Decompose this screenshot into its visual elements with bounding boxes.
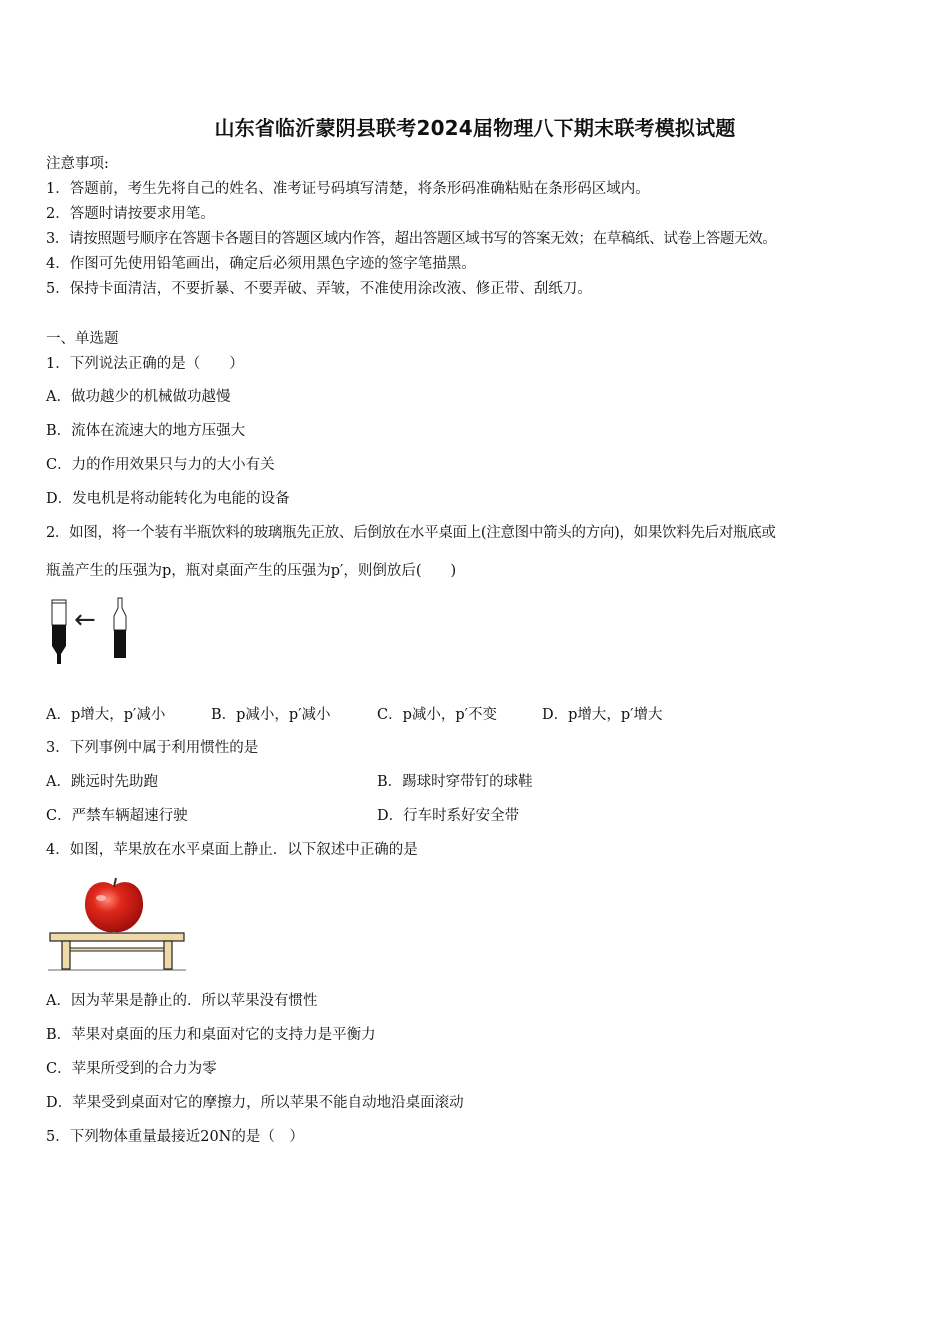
apple-table-svg xyxy=(46,876,188,974)
q1-option-a: A．做功越少的机械做功越慢 xyxy=(46,389,231,405)
apple-highlight xyxy=(96,895,106,901)
question-3-stem: 3．下列事例中属于利用惯性的是 xyxy=(46,740,259,756)
q3-option-c: C．严禁车辆超速行驶 xyxy=(46,808,188,824)
q4-option-d: D．苹果受到桌面对它的摩擦力，所以苹果不能自动地沿桌面滚动 xyxy=(46,1095,464,1111)
notice-item: 4．作图可先使用铅笔画出，确定后必须用黑色字迹的签字笔描黑。 xyxy=(46,256,476,272)
section-heading: 一、单选题 xyxy=(46,331,119,347)
apple-on-table-figure xyxy=(46,876,188,974)
q2-option-c: C．p减小，p′不变 xyxy=(377,707,497,723)
inverted-bottle-empty-part xyxy=(52,603,66,625)
table-crossbar xyxy=(70,948,164,951)
q4-option-b: B．苹果对桌面的压力和桌面对它的支持力是平衡力 xyxy=(46,1027,376,1043)
q2-option-b: B．p减小，p′减小 xyxy=(211,707,331,723)
question-2-stem-line1: 2．如图，将一个装有半瓶饮料的玻璃瓶先正放、后倒放在水平桌面上(注意图中箭头的方向)，如果饮料先后对瓶底或 xyxy=(46,525,776,541)
upright-bottle-empty-part xyxy=(114,598,126,630)
question-5-stem: 5．下列物体重量最接近20N的是（ ） xyxy=(46,1129,304,1145)
q2-option-a: A．p增大，p′减小 xyxy=(46,707,166,723)
notice-item: 2．答题时请按要求用笔。 xyxy=(46,206,215,222)
question-4-stem: 4．如图，苹果放在水平桌面上静止．以下叙述中正确的是 xyxy=(46,842,418,858)
question-1-stem: 1．下列说法正确的是（ ） xyxy=(46,356,244,372)
inverted-bottle-liquid xyxy=(52,625,66,664)
notice-item: 3．请按照题号顺序在答题卡各题目的答题区域内作答，超出答题区域书写的答案无效；在草稿纸、试卷上答题无效。 xyxy=(46,231,777,247)
q3-option-a: A．跳远时先助跑 xyxy=(46,774,158,790)
q1-option-c: C．力的作用效果只与力的大小有关 xyxy=(46,457,275,473)
question-2-stem-line2: 瓶盖产生的压强为p，瓶对桌面产生的压强为p′，则倒放后( ) xyxy=(46,563,457,579)
bottle-figure-svg xyxy=(46,594,146,670)
bottle-figure xyxy=(46,594,146,670)
apple-icon xyxy=(85,882,143,932)
page-title: 山东省临沂蒙阴县联考2024届物理八下期末联考模拟试题 xyxy=(214,116,736,140)
q4-option-a: A．因为苹果是静止的．所以苹果没有惯性 xyxy=(46,993,318,1009)
q1-option-b: B．流体在流速大的地方压强大 xyxy=(46,423,246,439)
q4-option-c: C．苹果所受到的合力为零 xyxy=(46,1061,217,1077)
notice-item: 5．保持卡面清洁，不要折暴、不要弄破、弄皱，不准使用涂改液、修正带、刮纸刀。 xyxy=(46,281,592,297)
arrow-icon: ← xyxy=(74,605,96,635)
q1-option-d: D．发电机是将动能转化为电能的设备 xyxy=(46,491,290,507)
notice-heading: 注意事项: xyxy=(46,156,109,172)
q3-option-b: B．踢球时穿带钉的球鞋 xyxy=(377,774,533,790)
table-top xyxy=(50,933,184,941)
q2-option-d: D．p增大，p′增大 xyxy=(542,707,663,723)
notice-item: 1．答题前，考生先将自己的姓名、准考证号码填写清楚，将条形码准确粘贴在条形码区域内。 xyxy=(46,181,650,197)
table-leg-right xyxy=(164,941,172,969)
table-leg-left xyxy=(62,941,70,969)
q3-option-d: D．行车时系好安全带 xyxy=(377,808,520,824)
upright-bottle-liquid xyxy=(114,630,126,658)
